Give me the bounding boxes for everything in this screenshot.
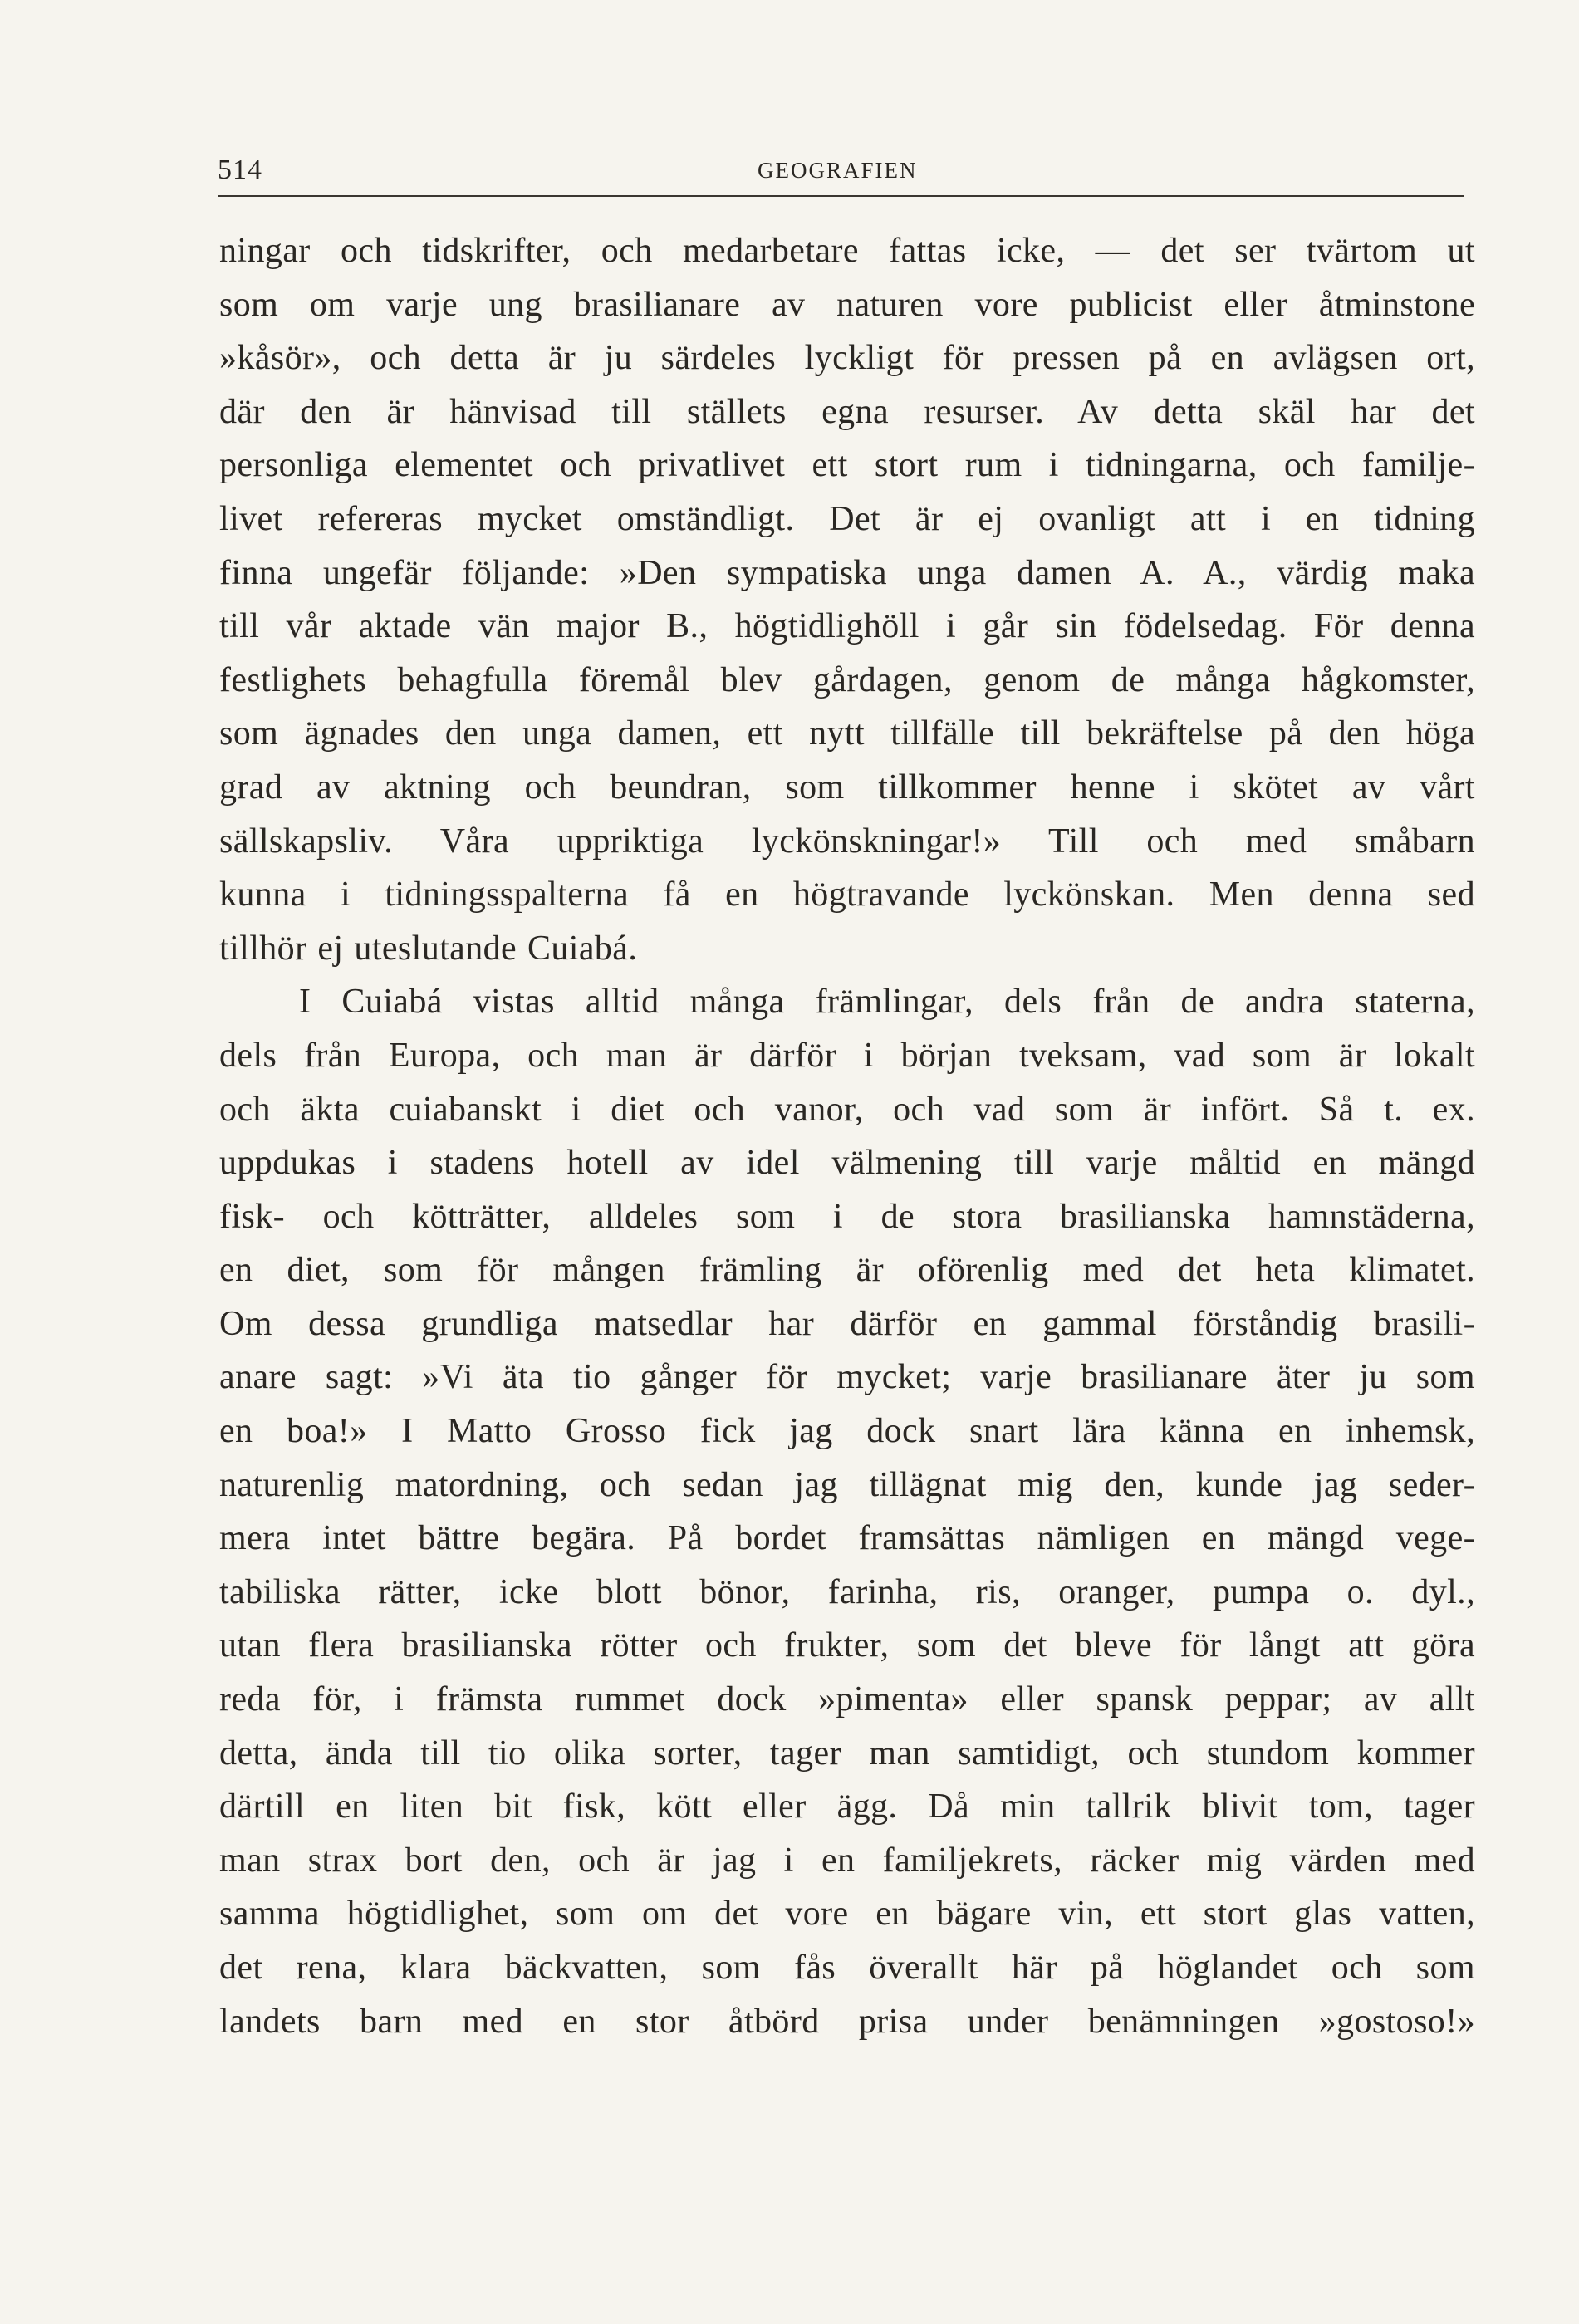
text-line: utan flera brasilianska rötter och frukter, som det bleve för långt att göra: [219, 1626, 1475, 1665]
text-line: landets barn med en stor åtbörd prisa under benämningen »gostoso!»: [219, 2002, 1475, 2041]
text-line: fisk- och kötträtter, alldeles som i de stora brasilianska hamnstäderna,: [219, 1197, 1475, 1236]
text-line: man strax bort den, och är jag i en familjekrets, räcker mig värden med: [219, 1841, 1475, 1880]
text-line: personliga elementet och privatlivet ett stort rum i tidningarna, och familje-: [219, 446, 1475, 485]
text-line: grad av aktning och beundran, som tillkommer henne i skötet av vårt: [219, 767, 1475, 807]
text-line: »kåsör», och detta är ju särdeles lyckligt för pressen på en avlägsen ort,: [219, 339, 1475, 378]
text-line: där den är hänvisad till ställets egna resurser. Av detta skäl har det: [219, 392, 1475, 431]
text-line: kunna i tidningsspalterna få en högtravande lyckönskan. Men denna sed: [219, 875, 1475, 914]
text-line: en boa!» I Matto Grosso fick jag dock snart lära känna en inhemsk,: [219, 1412, 1475, 1451]
text-line: en diet, som för mången främling är oförenlig med det heta klimatet.: [219, 1251, 1475, 1290]
text-line: festlighets behagfulla föremål blev gårdagen, genom de många hågkomster,: [219, 660, 1475, 699]
text-line: tabiliska rätter, icke blott bönor, farinha, ris, oranger, pumpa o. dyl.,: [219, 1572, 1475, 1611]
text-line: och äkta cuiabanskt i diet och vanor, och vad som är infört. Så t. ex.: [219, 1090, 1475, 1129]
body-text: [219, 224, 1475, 2048]
text-line: anare sagt: »Vi äta tio gånger för mycket; varje brasilianare äter ju som: [219, 1358, 1475, 1397]
running-head: GEOGRAFIEN: [758, 158, 918, 183]
text-line: som om varje ung brasilianare av naturen vore publicist eller åtminstone: [219, 285, 1475, 324]
text-line: reda för, i främsta rummet dock »pimenta» eller spansk peppar; av allt: [219, 1680, 1475, 1719]
page-number: 514: [218, 154, 262, 185]
text-line: livet refereras mycket omständligt. Det är ej ovanligt att i en tidning: [219, 499, 1475, 538]
text-line: det rena, klara bäckvatten, som fås överallt här på höglandet och som: [219, 1949, 1475, 1987]
text-line: tillhör ej uteslutande Cuiabá.: [219, 929, 638, 968]
page-header: [218, 148, 1464, 189]
text-line: som ägnades den unga damen, ett nytt tillfälle till bekräftelse på den höga: [219, 714, 1475, 753]
text-line: I Cuiabá vistas alltid många främlingar, dels från de andra staterna,: [299, 983, 1475, 1022]
text-line: detta, ända till tio olika sorter, tager man samtidigt, och stundom kommer: [219, 1733, 1475, 1772]
paragraph-1: [219, 224, 1475, 975]
text-line: Om dessa grundliga matsedlar har därför en gammal förståndig brasili-: [219, 1304, 1475, 1343]
text-line: uppdukas i stadens hotell av idel välmening till varje måltid en mängd: [219, 1144, 1475, 1183]
header-rule: [218, 195, 1464, 197]
text-line: samma högtidlighet, som om det vore en bägare vin, ett stort glas vatten,: [219, 1895, 1475, 1934]
text-line: till vår aktade vän major B., högtidlighöll i går sin födelsedag. För denna: [219, 607, 1475, 646]
text-line: finna ungefär följande: »Den sympatiska unga damen A. A., värdig maka: [219, 553, 1475, 592]
text-line: mera intet bättre begära. På bordet framsättas nämligen en mängd vege-: [219, 1519, 1475, 1558]
text-line: ningar och tidskrifter, och medarbetare fattas icke, — det ser tvärtom ut: [219, 232, 1475, 270]
text-line: dels från Europa, och man är därför i början tveksam, vad som är lokalt: [219, 1036, 1475, 1075]
text-line: sällskapsliv. Våra uppriktiga lyckönskningar!» Till och med småbarn: [219, 821, 1475, 860]
text-line: därtill en liten bit fisk, kött eller ägg. Då min tallrik blivit tom, tager: [219, 1787, 1475, 1826]
paragraph-2: [219, 975, 1475, 2048]
text-line: naturenlig matordning, och sedan jag tillägnat mig den, kunde jag seder-: [219, 1465, 1475, 1504]
